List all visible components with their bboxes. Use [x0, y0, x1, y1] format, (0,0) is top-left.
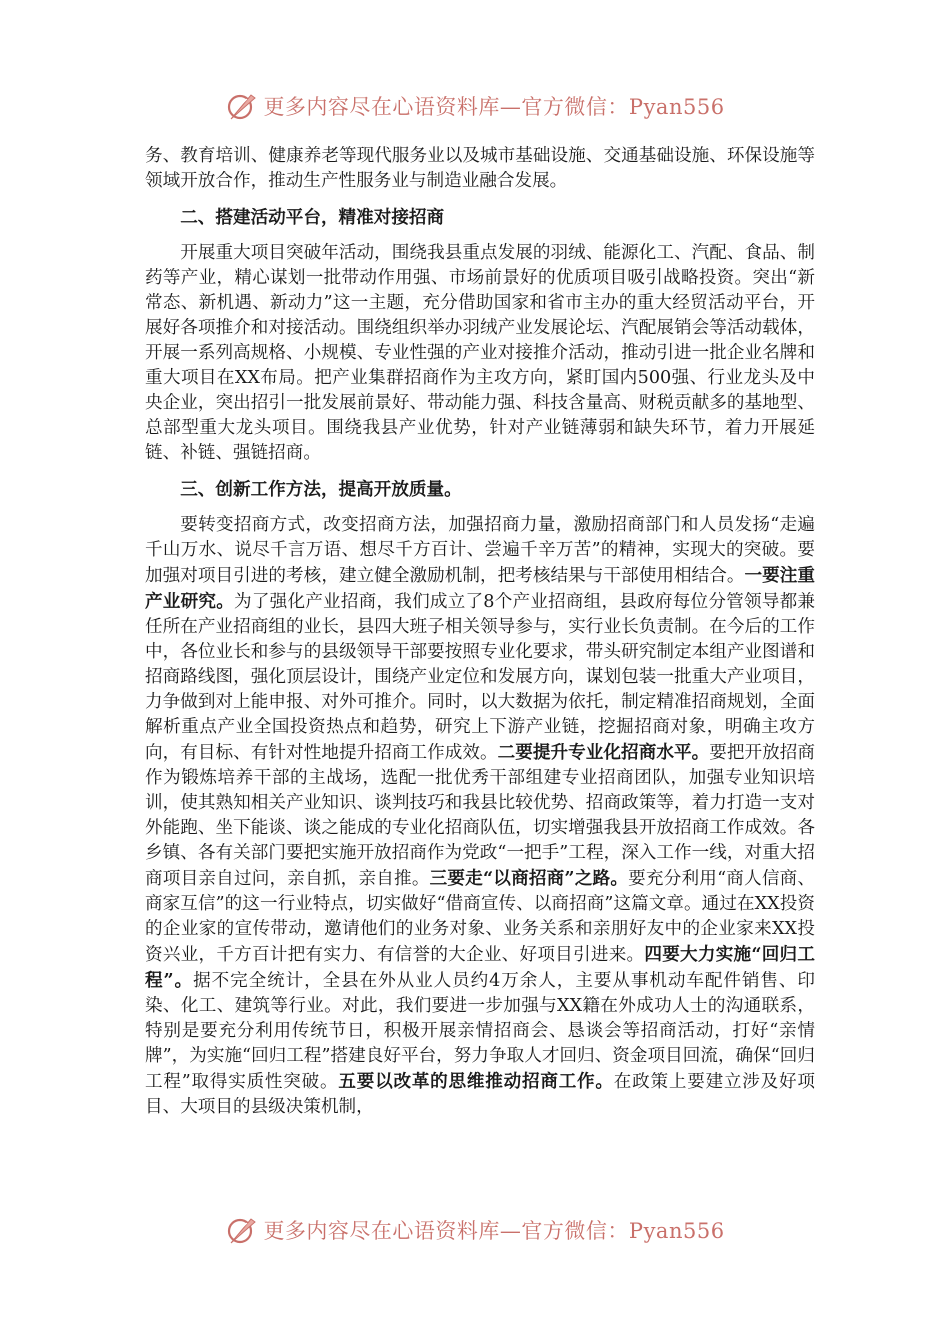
bold-point-2: 二要提升专业化招商水平。 [497, 742, 710, 763]
text-run: 要把开放招商作为锻炼培养干部的主战场，选配一批优秀干部组建专业招商团队，加强专业知识培训，使其熟知相关产业知识、谈判技巧和我县比较优势、招商政策等，着力打造一支对外能跑、坐下能谈、谈之能成的专业化招商队伍，切实增强我县开放招商工作成效。各乡镇、各有关部门要把实施开放招商作为党政“一把手”工程，深入工作一线，对重大招商项目亲自过问，亲自抓，亲自推。 [145, 743, 815, 889]
bold-point-1: 一要注重产业研究。 [145, 565, 815, 612]
header-watermark-text: 更多内容尽在心语资料库—官方微信：Pyan556 [263, 95, 725, 119]
bold-point-5: 五要以改革的思维推动招商工作。 [338, 1071, 614, 1092]
footer-watermark-banner [0, 1210, 950, 1250]
text-run: 要充分利用“商人信商、商家互信”的这一行业特点，切实做好“借商宣传、以商招商”这篇文章。通过在XX投资的企业家的宣传带动，邀请他们的业务对象、业务关系和亲朋好友中的企业家来XX投资兴业，千方百计把有实力、有信誉的大企业、好项目引进来。 [145, 869, 815, 965]
bold-point-4: 四要大力实施“回归工程”。 [145, 944, 815, 991]
footer-watermark-text: 更多内容尽在心语资料库—官方微信：Pyan556 [263, 1219, 725, 1243]
text-run: 要转变招商方式，改变招商方法，加强招商力量，激励招商部门和人员发扬“走遍千山万水、说尽千言万语、想尽千方百计、尝遍千辛万苦”的精神，实现大的突破。要加强对项目引进的考核，建立健全激励机制，把考核结果与干部使用相结合。 [145, 515, 815, 586]
paragraph-work-methods [145, 513, 815, 1120]
text-run: 为了强化产业招商，我们成立了8个产业招商组，县政府每位分管领导都兼任所在产业招商组的业长，县四大班子相关领导参与，实行业长负责制。在今后的工作中，各位业长和参与的县级领导干部要按照专业化要求，带头研究制定本组产业图谱和招商路线图，强化顶层设计，围绕产业定位和发展方向，谋划包装一批重大产业项目，力争做到对上能申报、对外可推介。同时，以大数据为依托，制定精准招商规划，全面解析重点产业全国投资热点和趋势，研究上下游产业链，挖掘招商对象，明确主攻方向，有目标、有针对性地提升招商工作成效。 [145, 592, 815, 763]
bold-point-3: 三要走“以商招商”之路。 [429, 868, 629, 889]
section-heading-3: 三、创新工作方法，提高开放质量。 [180, 479, 462, 500]
text-run: 在政策上要建立涉及好项目、大项目的县级决策机制， [145, 1072, 815, 1117]
quill-logo-icon [225, 1213, 259, 1247]
section-heading-2: 二、搭建活动平台，精准对接招商 [180, 207, 445, 228]
text-run: 据不完全统计，全县在外从业人员约4万余人，主要从事机动车配件销售、印染、化工、建筑等行业。对此，我们要进一步加强与XX籍在外成功人士的沟通联系，特别是要充分利用传统节日，积极开展亲情招商会、恳谈会等招商活动，打好“亲情牌”，为实施“回归工程”搭建良好平台，努力争取人才回归、资金项目回流，确保“回归工程”取得实质性突破。 [145, 971, 816, 1092]
paragraph-continuation: 务、教育培训、健康养老等现代服务业以及城市基础设施、交通基础设施、环保设施等领域开放合作，推动生产性服务业与制造业融合发展。 [145, 146, 815, 191]
quill-logo-icon [225, 89, 259, 123]
document-body [145, 144, 815, 1120]
paragraph-activity-platform: 开展重大项目突破年活动，围绕我县重点发展的羽绒、能源化工、汽配、食品、制药等产业，精心谋划一批带动作用强、市场前景好的优质项目吸引战略投资。突出“新常态、新机遇、新动力”这一主题，充分借助国家和省市主办的重大经贸活动平台，开展好各项推介和对接活动。围绕组织举办羽绒产业发展论坛、汽配展销会等活动载体，开展一系列高规格、小规模、专业性强的产业对接推介活动，推动引进一批企业名牌和重大项目在XX布局。把产业集群招商作为主攻方向，紧盯国内500强、行业龙头及中央企业，突出招引一批发展前景好、带动能力强、科技含量高、财税贡献多的基地型、总部型重大龙头项目。围绕我县产业优势，针对产业链薄弱和缺失环节，着力开展延链、补链、强链招商。 [145, 243, 815, 463]
header-watermark-banner [0, 86, 950, 126]
